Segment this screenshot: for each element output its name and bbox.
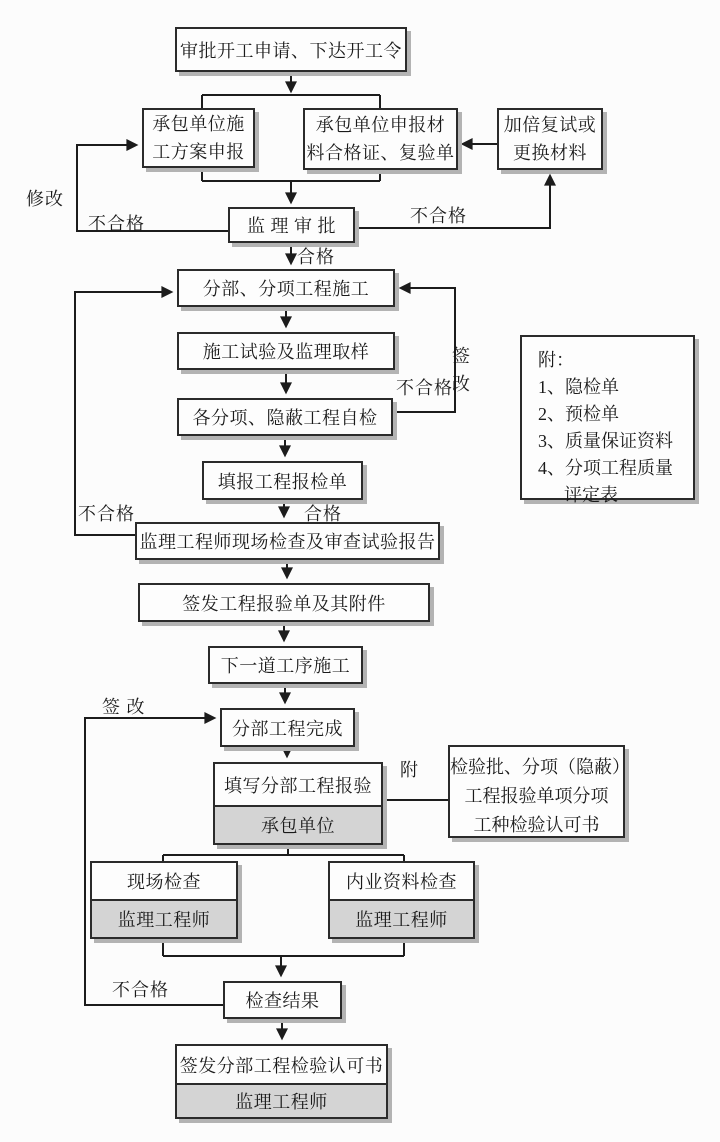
node-line: 更换材料 (513, 143, 587, 163)
node-doc-inspection: 内业资料检查 (328, 861, 475, 901)
edge-subreport-split (163, 843, 404, 861)
node-fill-subproject-report: 填写分部工程报验 (213, 762, 383, 807)
acceptance-line: 工种检验认可书 (473, 815, 600, 835)
node-line: 承包单位申报材 (315, 115, 446, 135)
node-line: 承包单位施 (152, 114, 245, 134)
label-fail-top-left: 不合格 (88, 214, 145, 234)
edge-sitecheck-fail-loop (75, 292, 171, 535)
acceptance-line: 工程报验单项分项 (464, 786, 609, 806)
label-change: 改 (452, 374, 471, 394)
label-sign-change-right (452, 342, 471, 398)
node-retest (497, 108, 603, 170)
node-material-submit (303, 108, 458, 170)
node-approve-start: 审批开工申请、下达开工令 (175, 27, 407, 72)
acceptance-note-box (448, 745, 630, 838)
node-self-check: 各分项、隐蔽工程自检 (177, 398, 393, 436)
label-fail-mid-left: 不合格 (78, 504, 135, 524)
node-fill-subproject-report-group (213, 762, 383, 845)
edge-top-split (202, 95, 380, 108)
node-doc-inspection-group (328, 861, 475, 939)
node-issue-inspection-form: 签发工程报验单及其附件 (138, 583, 430, 622)
node-contractor-unit: 承包单位 (213, 805, 383, 845)
node-site-inspection-engineer: 监理工程师 (90, 899, 238, 939)
label-pass-mid: 合格 (304, 504, 342, 524)
attachment-line: 附： (538, 350, 574, 370)
acceptance-line: 检验批、分项（隐蔽） (450, 757, 630, 777)
attachment-note-box (520, 335, 695, 505)
node-site-check-report: 监理工程师现场检查及审查试验报告 (135, 522, 440, 560)
attachment-line: 2、预检单 (538, 404, 619, 424)
label-pass-top: 合格 (297, 247, 335, 267)
attachment-line: 4、分项工程质量 (538, 458, 673, 478)
node-line: 加倍复试或 (503, 115, 597, 135)
node-test-sampling: 施工试验及监理取样 (177, 332, 395, 370)
attachment-line: 3、质量保证资料 (538, 431, 673, 451)
label-attach: 附 (400, 760, 419, 780)
node-supervision-approval: 监 理 审 批 (228, 207, 355, 243)
node-line: 工方案申报 (152, 142, 245, 162)
node-contractor-plan (142, 108, 255, 168)
node-doc-inspection-engineer: 监理工程师 (328, 899, 475, 939)
label-fail-mid-right: 不合格 (396, 378, 453, 398)
edge-inspection-merge (163, 938, 404, 956)
node-subproject-complete: 分部工程完成 (220, 708, 355, 747)
label-modify: 修改 (26, 189, 64, 209)
label-fail-top-right: 不合格 (410, 206, 467, 226)
node-line: 料合格证、复验单 (306, 143, 455, 163)
node-issue-certificate-group (175, 1044, 388, 1119)
node-site-inspection: 现场检查 (90, 861, 238, 901)
node-check-result: 检查结果 (223, 981, 342, 1019)
node-subpart-construction: 分部、分项工程施工 (177, 269, 395, 307)
label-sign-change-left: 签 改 (102, 697, 146, 717)
node-issue-certificate: 签发分部工程检验认可书 (175, 1044, 388, 1085)
node-next-process: 下一道工序施工 (208, 646, 363, 684)
node-site-inspection-group (90, 861, 238, 939)
label-fail-bottom: 不合格 (112, 980, 169, 1000)
node-issue-certificate-engineer: 监理工程师 (175, 1083, 388, 1119)
attachment-line: 1、隐检单 (538, 377, 619, 397)
label-sign: 签 (452, 346, 471, 366)
node-fill-inspection-form: 填报工程报检单 (202, 461, 363, 500)
attachment-line: 评定表 (564, 485, 618, 505)
